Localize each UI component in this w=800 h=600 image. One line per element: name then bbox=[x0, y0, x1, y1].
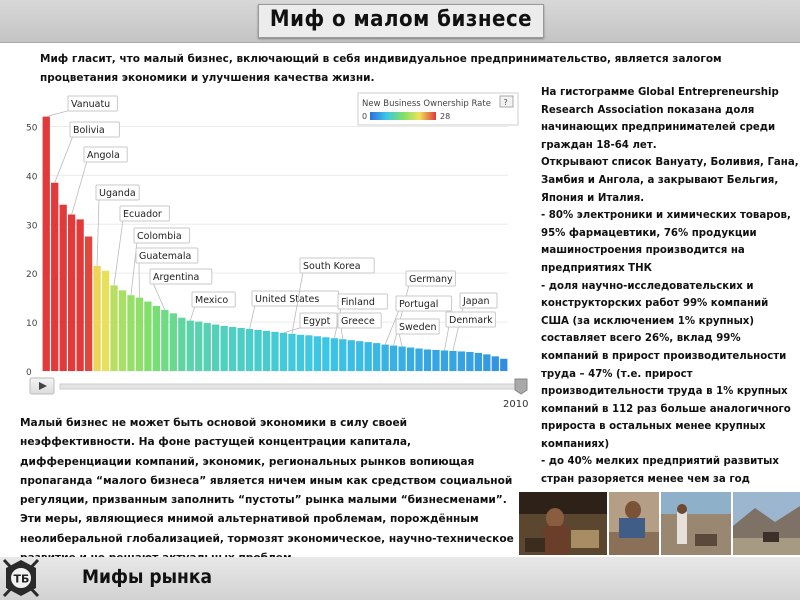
country-label: Denmark bbox=[449, 315, 493, 326]
country-label: South Korea bbox=[303, 261, 361, 272]
bar bbox=[144, 302, 151, 371]
country-label: Bolivia bbox=[73, 125, 105, 136]
country-label: Finland bbox=[341, 297, 375, 308]
country-label: Guatemala bbox=[139, 251, 192, 262]
country-label: Egypt bbox=[303, 316, 331, 327]
bottom-text: Малый бизнес не может быть основой экономики в силу своей неэффективности. На фоне растущей концентрации капитала, дифференциации компаний, экономик, региональных рынков вопиющая пропаганда “малого бизнеса” является ничем иным как средством социальной регуляции, призванным заполнить “пустоты” рынка малыми “бизнесменами”. Эти меры, являющиеся мнимой альтернативой проблемам, порождённым неолиберальной глобализацией, тормозят экономическое, научно-техническое bbox=[20, 417, 514, 545]
bar bbox=[127, 295, 134, 371]
bar bbox=[254, 330, 261, 371]
legend bbox=[358, 93, 518, 125]
bar bbox=[339, 339, 346, 371]
bar bbox=[51, 183, 58, 371]
bar bbox=[297, 335, 304, 371]
legend-min: 0 bbox=[362, 112, 368, 121]
bar bbox=[212, 325, 219, 371]
bar bbox=[492, 356, 499, 371]
y-tick-label: 50 bbox=[26, 123, 38, 134]
bar bbox=[365, 342, 372, 371]
country-label: Argentina bbox=[153, 272, 200, 283]
bar bbox=[93, 266, 100, 371]
logo bbox=[2, 558, 40, 598]
bar bbox=[161, 310, 168, 371]
right-paragraph: Открывают список Вануату, Боливия, Гана, Замбия и Ангола, а закрывают Бельгия, Япония и Италия. bbox=[541, 157, 799, 204]
bar bbox=[398, 347, 405, 371]
bar bbox=[424, 349, 431, 371]
legend-gradient bbox=[370, 112, 436, 120]
timeline-handle[interactable] bbox=[515, 379, 527, 394]
y-tick-label: 0 bbox=[26, 368, 32, 378]
bar bbox=[136, 298, 143, 371]
bar bbox=[153, 306, 160, 371]
bar bbox=[500, 359, 507, 371]
bar bbox=[237, 328, 244, 371]
bar bbox=[449, 351, 456, 371]
bar bbox=[76, 219, 83, 371]
right-paragraph: На гистограмме Global Entrepreneurship Research Association показана доля начинающих предпринимателей среди граждан 18-64 лет. bbox=[541, 87, 779, 151]
country-label: Sweden bbox=[399, 322, 437, 333]
bar bbox=[195, 322, 202, 371]
bar bbox=[204, 323, 211, 371]
country-label: Uganda bbox=[99, 188, 136, 199]
intro-text: Миф гласит, что малый бизнес, включающий в себя индивидуальное предпринимательство, является залогом процветания экономики и улучшения качества жизни. bbox=[40, 53, 722, 84]
bar bbox=[382, 345, 389, 371]
bar bbox=[85, 237, 92, 372]
bar bbox=[288, 334, 295, 371]
right-text bbox=[541, 84, 799, 489]
bar bbox=[271, 332, 278, 371]
right-paragraph: - доля научно-исследовательских и конструкторских работ 99% компаний США (за исключением 1% крупных) составляет всего 26%, вклад 99% компаний в прирост производительности труда – 47% (т.е. прирост производительности труда в 1% крупных компаний в 112 раз больше аналогичного прироста в остальных менее крупных компаниях) bbox=[541, 280, 791, 450]
country-label: Japan bbox=[463, 296, 490, 307]
footer-title: Мифы рынка bbox=[82, 566, 212, 588]
photo-strip bbox=[519, 492, 800, 555]
country-label: Portugal bbox=[399, 299, 439, 310]
photo-workers bbox=[519, 492, 607, 555]
bar bbox=[483, 354, 490, 371]
bar bbox=[246, 329, 253, 371]
bar-chart bbox=[20, 88, 530, 410]
bar bbox=[221, 326, 228, 371]
title-box bbox=[258, 4, 544, 38]
bar bbox=[229, 327, 236, 371]
bar bbox=[407, 348, 414, 371]
bar bbox=[170, 313, 177, 371]
bar bbox=[441, 350, 448, 371]
bar bbox=[458, 351, 465, 371]
photo-collage bbox=[519, 492, 800, 555]
bar bbox=[305, 335, 312, 371]
bar bbox=[178, 318, 185, 371]
photo-shepherd bbox=[661, 492, 731, 555]
bar bbox=[415, 349, 422, 371]
logo-text: ТБ bbox=[13, 572, 30, 586]
bar bbox=[60, 205, 67, 371]
right-paragraph: - 80% электроники и химических товаров, 95% фармацевтики, 76% продукции машиностроения производится на предприятиях ТНК bbox=[541, 210, 791, 274]
bar bbox=[119, 290, 126, 371]
y-tick-label: 20 bbox=[26, 270, 38, 281]
y-tick-label: 40 bbox=[26, 172, 38, 183]
bar bbox=[475, 353, 482, 371]
timeline-year: 2010 bbox=[503, 399, 529, 410]
page-title: Миф о малом бизнесе bbox=[269, 7, 533, 32]
photo-landscape bbox=[733, 492, 800, 555]
bar bbox=[348, 340, 355, 371]
legend-max: 28 bbox=[440, 112, 451, 121]
bar bbox=[322, 337, 329, 371]
legend-title: New Business Ownership Rate bbox=[362, 99, 491, 109]
country-label: Colombia bbox=[137, 231, 182, 242]
bar bbox=[390, 346, 397, 371]
chart-svg bbox=[20, 88, 530, 410]
country-label: Vanuatu bbox=[71, 99, 111, 110]
country-label: United States bbox=[255, 294, 320, 305]
y-tick-label: 10 bbox=[26, 319, 38, 330]
timeline-track[interactable] bbox=[60, 384, 522, 389]
country-label: Germany bbox=[409, 274, 453, 285]
bar bbox=[68, 214, 75, 371]
country-label: Greece bbox=[341, 316, 375, 327]
y-tick-label: 30 bbox=[26, 221, 38, 232]
bar bbox=[356, 341, 363, 371]
country-label: Ecuador bbox=[123, 209, 162, 220]
bar bbox=[187, 321, 194, 371]
bar bbox=[466, 352, 473, 371]
bar bbox=[373, 343, 380, 371]
bar bbox=[280, 333, 287, 371]
bar bbox=[432, 350, 439, 371]
photo-craftsman bbox=[609, 492, 659, 555]
legend-help-label: ? bbox=[503, 98, 508, 107]
bar bbox=[102, 271, 109, 371]
country-label: Mexico bbox=[195, 295, 229, 306]
country-label: Angola bbox=[87, 150, 120, 161]
bar bbox=[263, 331, 270, 371]
bar bbox=[314, 336, 321, 371]
bar bbox=[43, 117, 50, 371]
bar bbox=[331, 338, 338, 371]
right-paragraph: - до 40% мелких предприятий развитых стран разоряется менее чем за год bbox=[541, 456, 779, 486]
bar bbox=[110, 285, 117, 371]
